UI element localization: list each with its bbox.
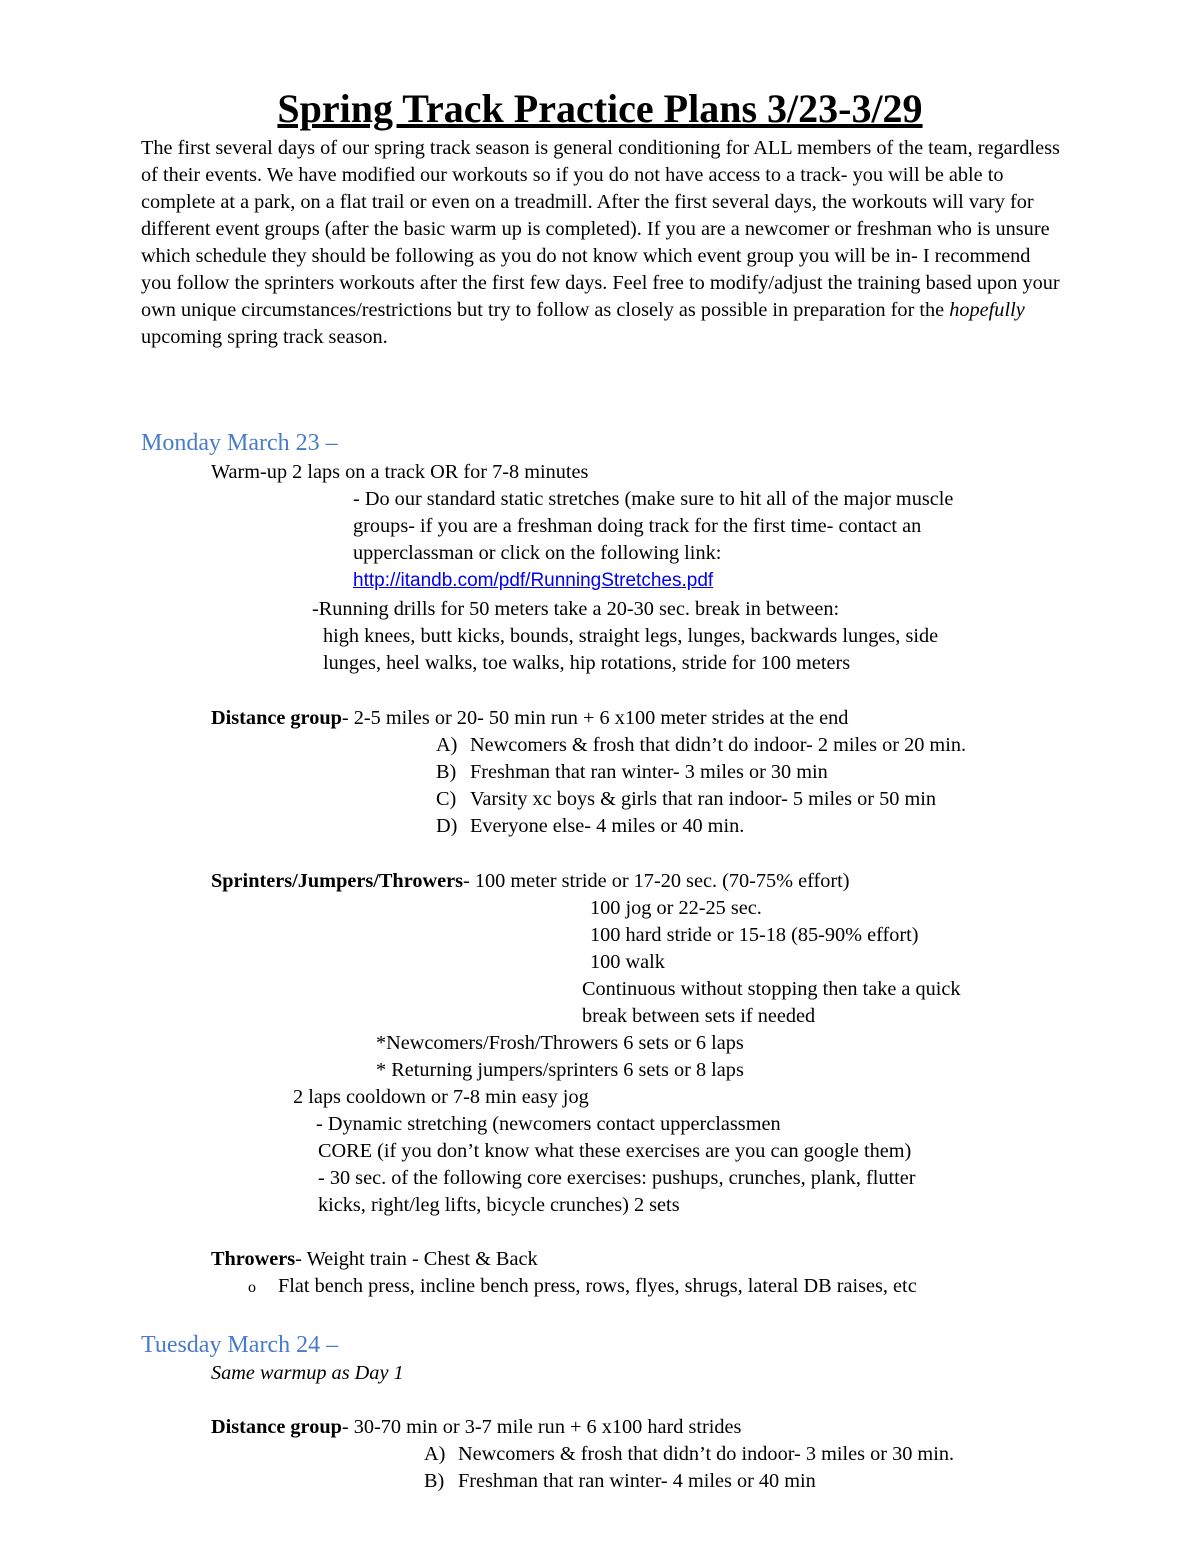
- intro-text-end: upcoming spring track season.: [141, 326, 388, 348]
- list-text: Freshman that ran winter- 4 miles or 40 min: [458, 1470, 816, 1492]
- list-letter: B): [424, 1470, 445, 1492]
- sprinters-line: Continuous without stopping then take a quick: [582, 978, 961, 1000]
- list-letter: A): [424, 1443, 446, 1465]
- throwers-item-text: Flat bench press, incline bench press, rows, flyes, shrugs, lateral DB raises, etc: [278, 1275, 917, 1297]
- intro-text: The first several days of our spring track season is general conditioning for ALL members of the team, regardless of their events. We have modified our workouts so if you do not have access to a track- you will be able to complete at a park, on a flat trail or even on a treadmill. After the first several days, the workouts will vary for different event groups (after the basic warm up is completed). If you are a newcomer or freshman who is unsure which schedule they should be following as you do not know which event group you will be in- I recommend you follow the sprinters workouts after the first few days. Feel free to modify/adjust the training based upon your own unique circumstances/restrictions but try to follow as closely as possible in preparation for the: [141, 137, 1060, 321]
- list-letter: A): [436, 734, 458, 756]
- list-item: [424, 1441, 954, 1468]
- list-text: Varsity xc boys & girls that ran indoor- 5 miles or 50 min: [470, 788, 937, 810]
- tuesday-warmup-text: Same warmup as Day 1: [211, 1362, 404, 1384]
- sprinters-line: 100 walk: [590, 951, 665, 973]
- cooldown-line: 2 laps cooldown or 7-8 min easy jog: [293, 1086, 589, 1108]
- drills-line: -Running drills for 50 meters take a 20-30 sec. break in between:: [312, 598, 840, 620]
- list-item: [436, 786, 936, 813]
- drills-line: lunges, heel walks, toe walks, hip rotations, stride for 100 meters: [323, 652, 851, 674]
- tuesday-warmup: [211, 1360, 404, 1387]
- tuesday-heading: Tuesday March 24 –: [141, 1332, 339, 1358]
- sprinters-line: break between sets if needed: [582, 1005, 816, 1027]
- stretches-link[interactable]: http://itandb.com/pdf/RunningStretches.pdf: [353, 570, 714, 591]
- stretch-line: upperclassman or click on the following link:: [353, 542, 722, 564]
- sprinters-group-text: - 100 meter stride or 17-20 sec. (70-75% effort): [463, 870, 850, 892]
- list-letter: D): [436, 815, 458, 837]
- list-text: Newcomers & frosh that didn’t do indoor- 3 miles or 30 min.: [458, 1443, 955, 1465]
- list-text: Newcomers & frosh that didn’t do indoor- 2 miles or 20 min.: [470, 734, 967, 756]
- intro-paragraph: [141, 135, 1061, 351]
- sprinters-line: 100 hard stride or 15-18 (85-90% effort): [590, 924, 919, 946]
- distance-group-label: Distance group: [211, 707, 342, 729]
- throwers-label: Throwers: [211, 1248, 296, 1270]
- list-item: [436, 732, 966, 759]
- throwers-line: [211, 1246, 538, 1273]
- stretch-line: - Do our standard static stretches (make sure to hit all of the major muscle: [353, 488, 954, 510]
- sets-line: *Newcomers/Frosh/Throwers 6 sets or 6 laps: [376, 1032, 744, 1054]
- list-letter: C): [436, 788, 457, 810]
- sets-line: * Returning jumpers/sprinters 6 sets or 8 laps: [376, 1059, 744, 1081]
- drills-line: high knees, butt kicks, bounds, straight legs, lunges, backwards lunges, side: [323, 625, 939, 647]
- sprinters-group-line: [211, 868, 850, 895]
- throwers-text: - Weight train - Chest & Back: [295, 1248, 538, 1270]
- dynamic-stretch-line: - Dynamic stretching (newcomers contact upperclassmen: [316, 1113, 781, 1135]
- list-letter: B): [436, 761, 457, 783]
- monday-warmup: Warm-up 2 laps on a track OR for 7-8 minutes: [211, 461, 589, 483]
- intro-emphasis: hopefully: [949, 299, 1025, 321]
- monday-heading: Monday March 23 –: [141, 430, 338, 456]
- list-item: [436, 813, 744, 840]
- tuesday-distance-line: [211, 1414, 741, 1441]
- distance-group-line: [211, 705, 848, 732]
- sprinters-group-label: Sprinters/Jumpers/Throwers: [211, 870, 464, 892]
- throwers-bullet-item: [248, 1273, 917, 1301]
- distance-group-text: - 30-70 min or 3-7 mile run + 6 x100 hard strides: [341, 1416, 742, 1438]
- distance-group-label: Distance group: [211, 1416, 342, 1438]
- stretch-line: groups- if you are a freshman doing track for the first time- contact an: [353, 515, 922, 537]
- sprinters-line: 100 jog or 22-25 sec.: [590, 897, 762, 919]
- core-line: CORE (if you don’t know what these exercises are you can google them): [318, 1140, 912, 1162]
- distance-group-text: - 2-5 miles or 20- 50 min run + 6 x100 meter strides at the end: [341, 707, 849, 729]
- list-item: [424, 1468, 816, 1495]
- core-line: - 30 sec. of the following core exercises: pushups, crunches, plank, flutter: [318, 1167, 916, 1189]
- list-text: Everyone else- 4 miles or 40 min.: [470, 815, 745, 837]
- bullet-icon: o: [248, 1279, 256, 1296]
- list-text: Freshman that ran winter- 3 miles or 30 min: [470, 761, 828, 783]
- list-item: [436, 759, 828, 786]
- stretches-link-line: [353, 567, 713, 594]
- core-line: kicks, right/leg lifts, bicycle crunches) 2 sets: [318, 1194, 680, 1216]
- page-title: Spring Track Practice Plans 3/23-3/29: [277, 85, 923, 131]
